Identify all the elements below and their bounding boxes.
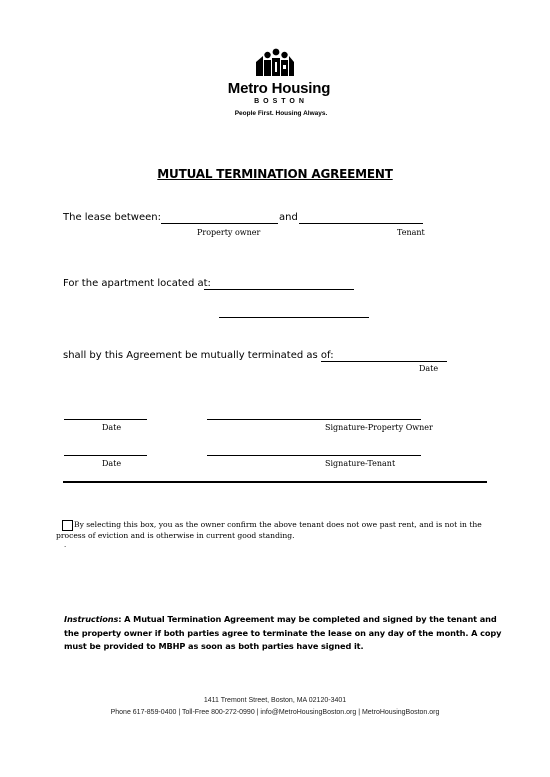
section-divider	[63, 481, 487, 483]
owner-sign-date-field[interactable]	[64, 419, 147, 420]
instructions-text: : A Mutual Termination Agreement may be completed and signed by the tenant and the property owner if both parties agree to terminate the lease on any day of the month. A copy must be provided to MBHP as soon as both parties have signed it.	[64, 614, 502, 651]
footer-contact: Phone 617-859-0400 | Toll-Free 800-272-0990 | info@MetroHousingBoston.org | MetroHousingBoston.org	[110, 709, 440, 716]
tenant-sign-date-field[interactable]	[64, 455, 147, 456]
instructions	[64, 613, 508, 654]
termination-date-caption: Date	[419, 364, 439, 373]
tenant-sign-date-caption: Date	[102, 459, 122, 468]
document-title: MUTUAL TERMINATION AGREEMENT	[157, 167, 393, 181]
and-label: and	[279, 212, 298, 223]
owner-signature-field[interactable]	[207, 419, 421, 420]
houses-people-icon	[254, 48, 296, 78]
tenant-field[interactable]	[299, 223, 423, 224]
termination-date-field[interactable]	[321, 361, 447, 362]
tenant-caption: Tenant	[397, 228, 425, 237]
apartment-label: For the apartment located at:	[63, 278, 211, 289]
org-city: BOSTON	[254, 98, 308, 105]
terminated-label: shall by this Agreement be mutually terminated as of:	[63, 350, 334, 361]
property-owner-caption: Property owner	[197, 228, 261, 237]
org-name: Metro Housing	[227, 80, 331, 97]
org-tagline: People First. Housing Always.	[234, 110, 328, 117]
apartment-address-field-1[interactable]	[204, 289, 354, 290]
tenant-signature-caption: Signature-Tenant	[325, 459, 396, 468]
tenant-signature-field[interactable]	[207, 455, 421, 456]
owner-attestation-text: By selecting this box, you as the owner confirm the above tenant does not owe past rent, and is not in the process of eviction and is otherwise in current good standing.	[56, 520, 482, 540]
attestation-dot: .	[64, 540, 67, 549]
footer-address: 1411 Tremont Street, Boston, MA 02120-3401	[203, 697, 347, 704]
logo	[0, 48, 550, 119]
instructions-label: Instructions	[64, 614, 119, 624]
owner-signature-caption: Signature-Property Owner	[325, 423, 433, 432]
lease-between-label: The lease between:	[63, 212, 161, 223]
property-owner-field[interactable]	[161, 223, 278, 224]
owner-sign-date-caption: Date	[102, 423, 122, 432]
apartment-address-field-2[interactable]	[219, 317, 369, 318]
owner-confirmation-checkbox[interactable]	[62, 520, 73, 531]
